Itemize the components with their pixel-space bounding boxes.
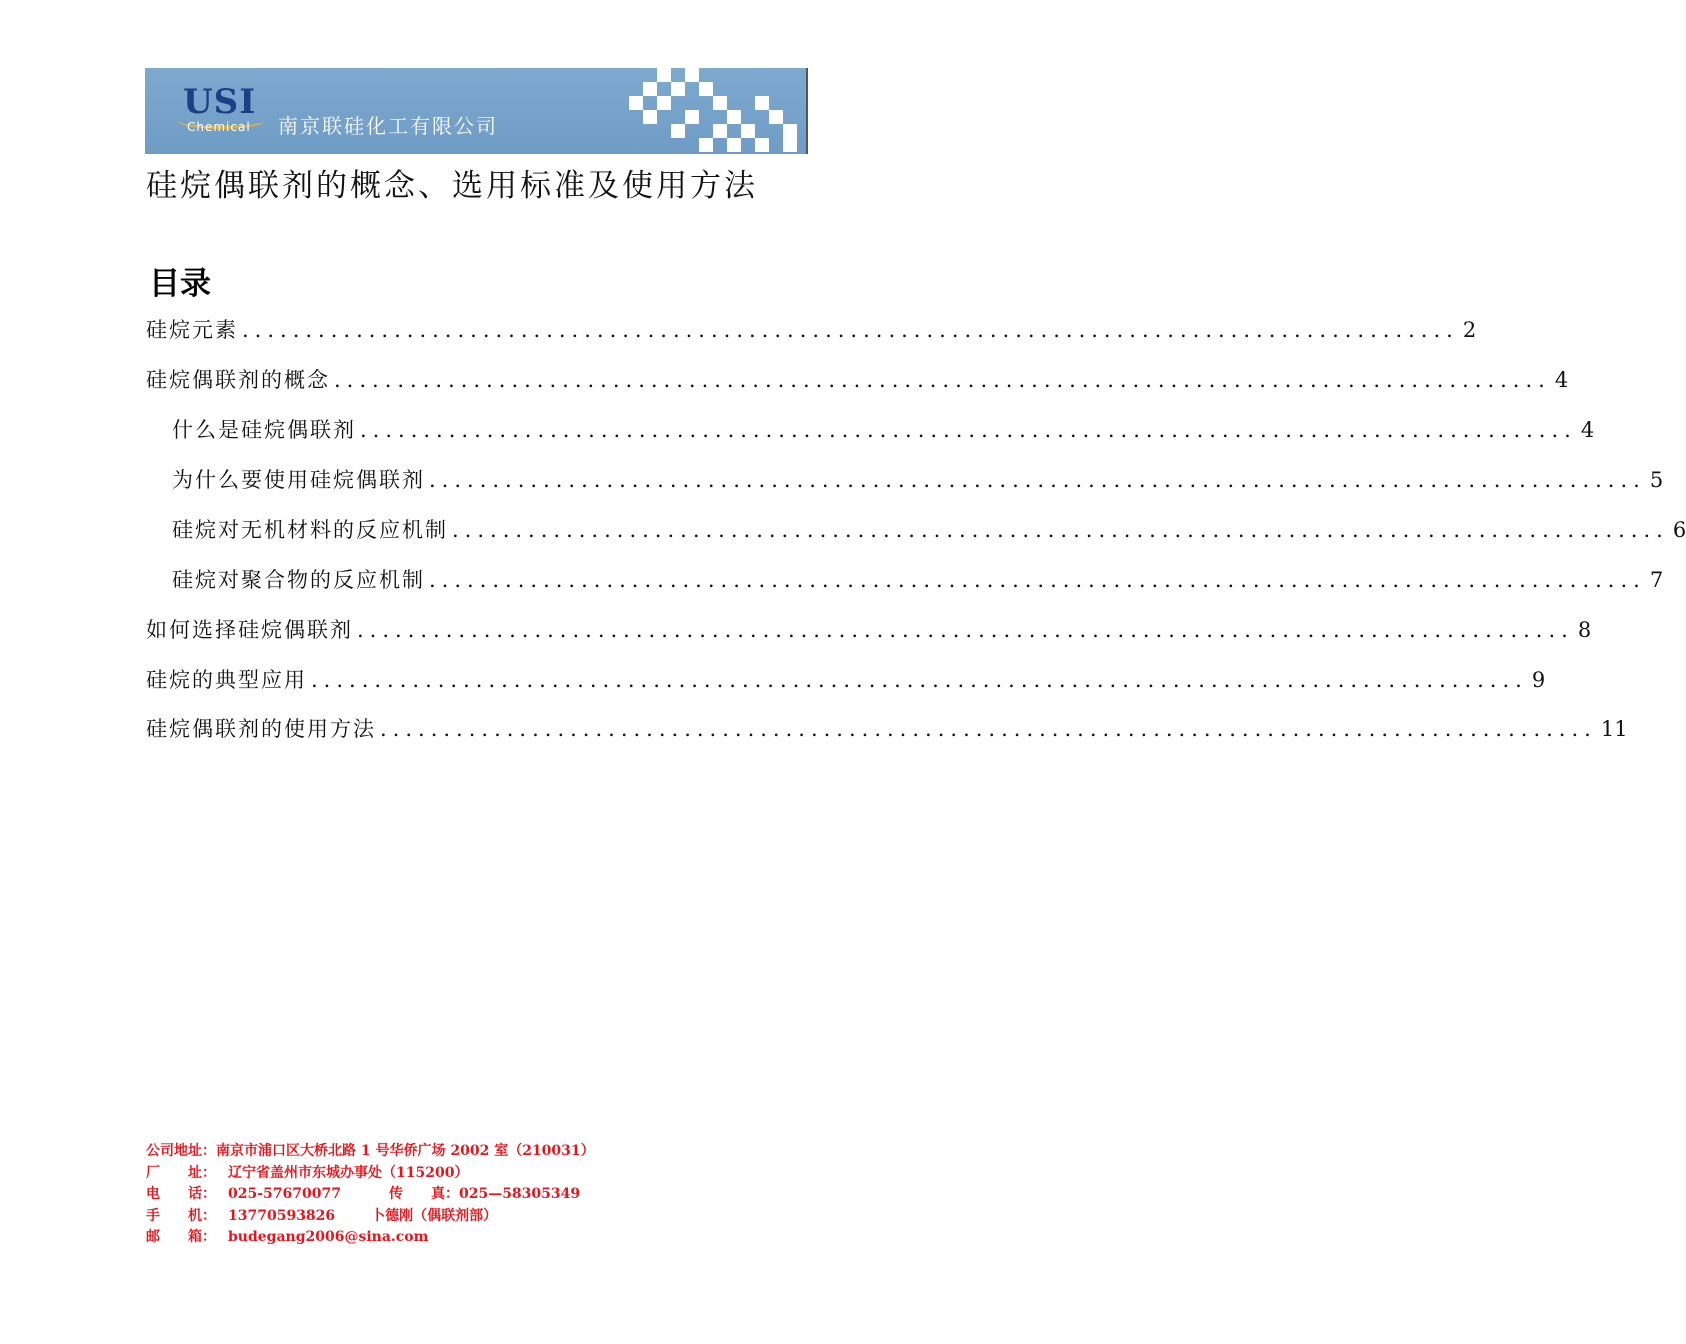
toc-leader-dots: ................................................................................................ bbox=[242, 318, 1459, 342]
footer-address: 公司地址：南京市浦口区大桥北路 1 号华侨广场 2002 室（210031） bbox=[146, 1143, 595, 1159]
toc-entry-page: 2 bbox=[1462, 318, 1477, 342]
phone-value: 025-57670077 bbox=[228, 1186, 341, 1202]
toc-entry-label: 硅烷对无机材料的反应机制 bbox=[172, 518, 448, 542]
email-label: 邮 箱： bbox=[146, 1229, 216, 1245]
toc-leader-dots: ................................................................................................ bbox=[452, 518, 1669, 542]
toc-entry-label: 硅烷元素 bbox=[146, 318, 238, 342]
toc-leader-dots: ................................................................................................ bbox=[380, 717, 1597, 741]
toc-entry-page: 8 bbox=[1577, 618, 1592, 642]
toc-leader-dots: ................................................................................................ bbox=[311, 668, 1528, 692]
checker-pattern bbox=[625, 68, 808, 154]
company-logo bbox=[177, 82, 267, 144]
footer-phone-fax bbox=[146, 1184, 595, 1206]
toc-leader-dots: ................................................................................................ bbox=[357, 618, 1574, 642]
fax-label: 传 真： bbox=[388, 1186, 459, 1202]
toc-entry[interactable] bbox=[146, 713, 1628, 743]
toc-entry-page: 9 bbox=[1531, 668, 1546, 692]
toc-entry-label: 为什么要使用硅烷偶联剂 bbox=[172, 468, 425, 492]
toc-entry-label: 什么是硅烷偶联剂 bbox=[172, 418, 356, 442]
logo-text: USI bbox=[183, 82, 257, 122]
document-title: 硅烷偶联剂的概念、选用标准及使用方法 bbox=[146, 168, 758, 204]
toc-entry-label: 硅烷偶联剂的使用方法 bbox=[146, 717, 376, 741]
email-value[interactable]: budegang2006@sina.com bbox=[228, 1229, 429, 1245]
phone-label: 电 话： bbox=[146, 1186, 216, 1202]
toc-leader-dots: ................................................................................................ bbox=[429, 468, 1646, 492]
banner-edge bbox=[806, 68, 808, 154]
factory-value: 辽宁省盖州市东城办事处（115200） bbox=[228, 1164, 469, 1181]
toc-entry[interactable] bbox=[172, 514, 1686, 544]
factory-label: 厂 址： bbox=[146, 1164, 216, 1181]
contact-name: 卜德刚（偶联剂部） bbox=[371, 1207, 498, 1224]
toc-entry-page: 11 bbox=[1600, 717, 1628, 741]
toc-entry-page: 6 bbox=[1672, 518, 1686, 542]
logo-subtext: Chemical bbox=[187, 120, 251, 134]
contact-footer bbox=[146, 1141, 595, 1249]
toc-heading: 目录 bbox=[149, 266, 211, 302]
toc-entry[interactable] bbox=[146, 314, 1477, 344]
fax-value: 025—58305349 bbox=[458, 1186, 581, 1202]
footer-mobile bbox=[146, 1206, 595, 1228]
toc-entry-label: 硅烷对聚合物的反应机制 bbox=[172, 568, 425, 592]
toc-entry-label: 如何选择硅烷偶联剂 bbox=[146, 618, 353, 642]
company-name: 南京联硅化工有限公司 bbox=[278, 114, 498, 138]
toc-entry-page: 5 bbox=[1649, 468, 1664, 492]
toc-entry-label: 硅烷偶联剂的概念 bbox=[146, 368, 330, 392]
toc-entry-page: 4 bbox=[1554, 368, 1569, 392]
toc-entry[interactable] bbox=[146, 614, 1592, 644]
toc-entry[interactable] bbox=[172, 464, 1664, 494]
toc-entry[interactable] bbox=[172, 414, 1595, 444]
mobile-value: 13770593826 bbox=[228, 1207, 336, 1224]
mobile-label: 手 机： bbox=[146, 1207, 216, 1224]
footer-email bbox=[146, 1227, 595, 1249]
toc-entry-label: 硅烷的典型应用 bbox=[146, 668, 307, 692]
toc-entry-page: 7 bbox=[1649, 568, 1664, 592]
toc-leader-dots: ................................................................................................ bbox=[360, 418, 1577, 442]
toc-leader-dots: ................................................................................................ bbox=[334, 368, 1551, 392]
toc-entry[interactable] bbox=[146, 364, 1569, 394]
toc-entry-page: 4 bbox=[1580, 418, 1595, 442]
toc-entry[interactable] bbox=[146, 664, 1546, 694]
toc-entry[interactable] bbox=[172, 564, 1664, 594]
header-banner bbox=[145, 68, 808, 154]
footer-factory bbox=[146, 1163, 595, 1185]
toc-leader-dots: ................................................................................................ bbox=[429, 568, 1646, 592]
